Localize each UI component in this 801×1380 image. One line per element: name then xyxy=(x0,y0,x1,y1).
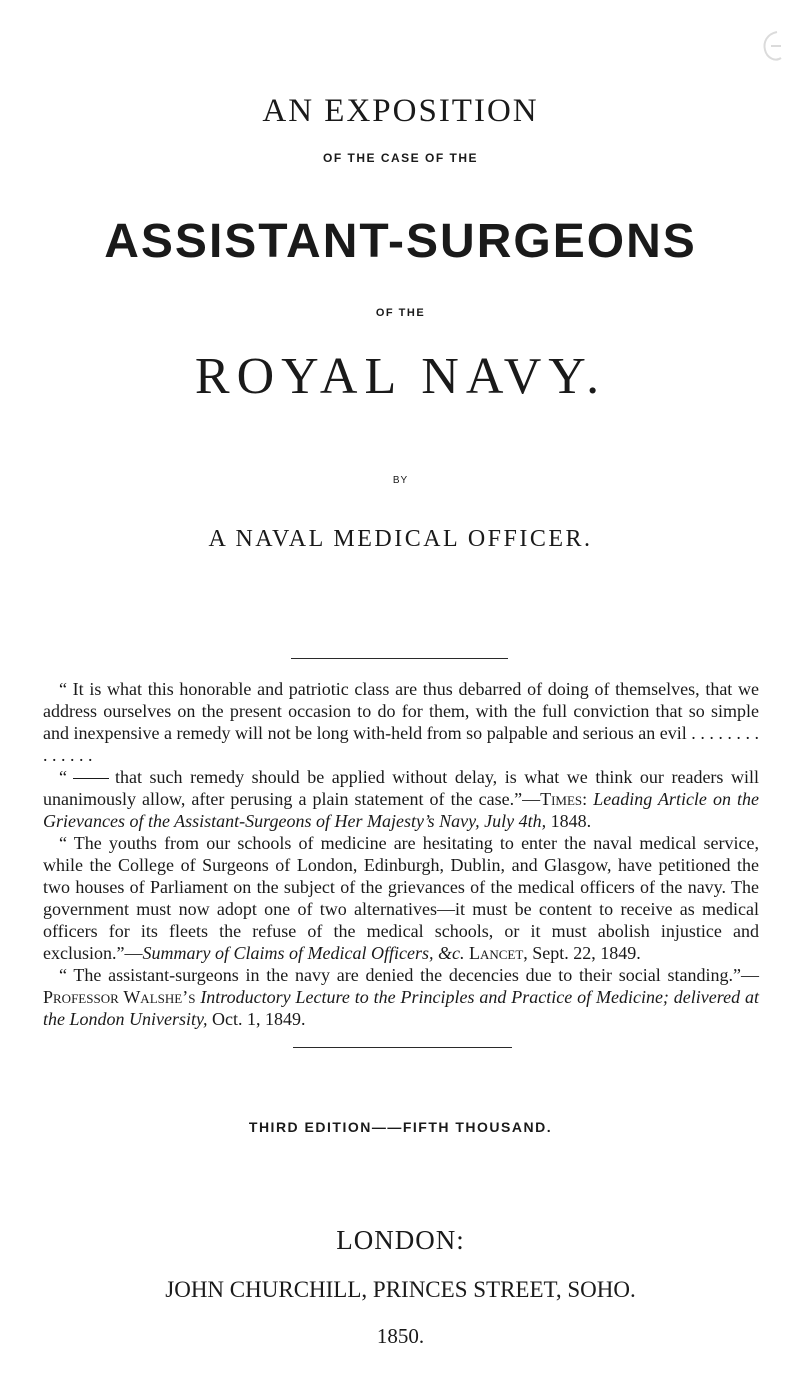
quote-text: “ The assistant-surgeons in the navy are denied the decencies due to their social standing.”— xyxy=(59,965,759,985)
title-line: AN EXPOSITION xyxy=(262,93,539,129)
imprint-city: LONDON: xyxy=(336,1225,465,1255)
quote-text: “ The youths from our schools of medicine are hesitating to enter the naval medical service, while the College of Surgeons of London, Edinburgh, Dublin, and Glasgow, have petitioned the two houses of Parliament on the subject of the grievances of the medical officers of the navy. The government must now adopt one of two alternatives—it must be content to receive as medical officers for its fleets the refuse of the medical schools, or it must abolish injustice and exclusion.”— xyxy=(43,833,759,963)
navy-title: ROYAL NAVY. xyxy=(194,348,607,405)
quote-text: that such remedy should be applied without delay, is what we think our readers will unanimously allow, after perusing a plain statement of the case.”— xyxy=(43,767,759,809)
quote-date: , Sept. 22, 1849. xyxy=(523,943,641,963)
divider-rule xyxy=(293,1047,512,1048)
quote-source: Times xyxy=(540,789,583,809)
subtitle-of-case: OF THE CASE OF THE xyxy=(322,151,478,165)
quote-text: “ It is what this honorable and patriotic class are thus debarred of doing of themselves, that we address ourselves on the present occasion to do for them, with the full conviction that so simple and inexpensive a remedy will not be long with-held from so palpable and serious an evil . . . . . . . . . . . . . . xyxy=(43,679,759,765)
imprint-publisher: JOHN CHURCHILL, PRINCES STREET, SOHO. xyxy=(165,1277,636,1302)
quote-walshe xyxy=(43,964,759,1030)
quote-citation: Summary of Claims of Medical Officers, &c. xyxy=(142,943,465,963)
quote-date: Oct. 1, 1849. xyxy=(207,1009,306,1029)
quote-year: 1848. xyxy=(546,811,592,831)
quote-times-2 xyxy=(43,766,759,832)
em-dash-rule xyxy=(73,778,109,779)
by-line: BY xyxy=(392,475,409,486)
quote-citation: Leading Article on the Grievances of the Assistant-Surgeons of Her Majesty’s Navy, July 4th, xyxy=(43,789,759,831)
library-stamp-mark xyxy=(757,28,785,68)
quote-source: Lancet xyxy=(468,943,524,963)
divider-rule xyxy=(291,658,508,659)
quote-citation: Introductory Lecture to the Principles and Practice of Medicine; delivered at the London University, xyxy=(43,987,759,1029)
quote-times-1 xyxy=(43,678,759,766)
quote-open-mark: “ xyxy=(59,767,67,787)
quote-lancet xyxy=(43,832,759,964)
imprint-year: 1850. xyxy=(376,1324,425,1348)
epigraph-quotes xyxy=(43,678,759,1030)
quote-colon: : xyxy=(582,789,588,809)
quote-source: Professor Walshe’s xyxy=(43,987,196,1007)
main-title: ASSISTANT-SURGEONS xyxy=(104,215,697,268)
author-line: A NAVAL MEDICAL OFFICER. xyxy=(208,526,593,552)
subtitle-of-the: OF THE xyxy=(375,307,426,319)
edition-line: THIRD EDITION——FIFTH THOUSAND. xyxy=(248,1119,553,1135)
